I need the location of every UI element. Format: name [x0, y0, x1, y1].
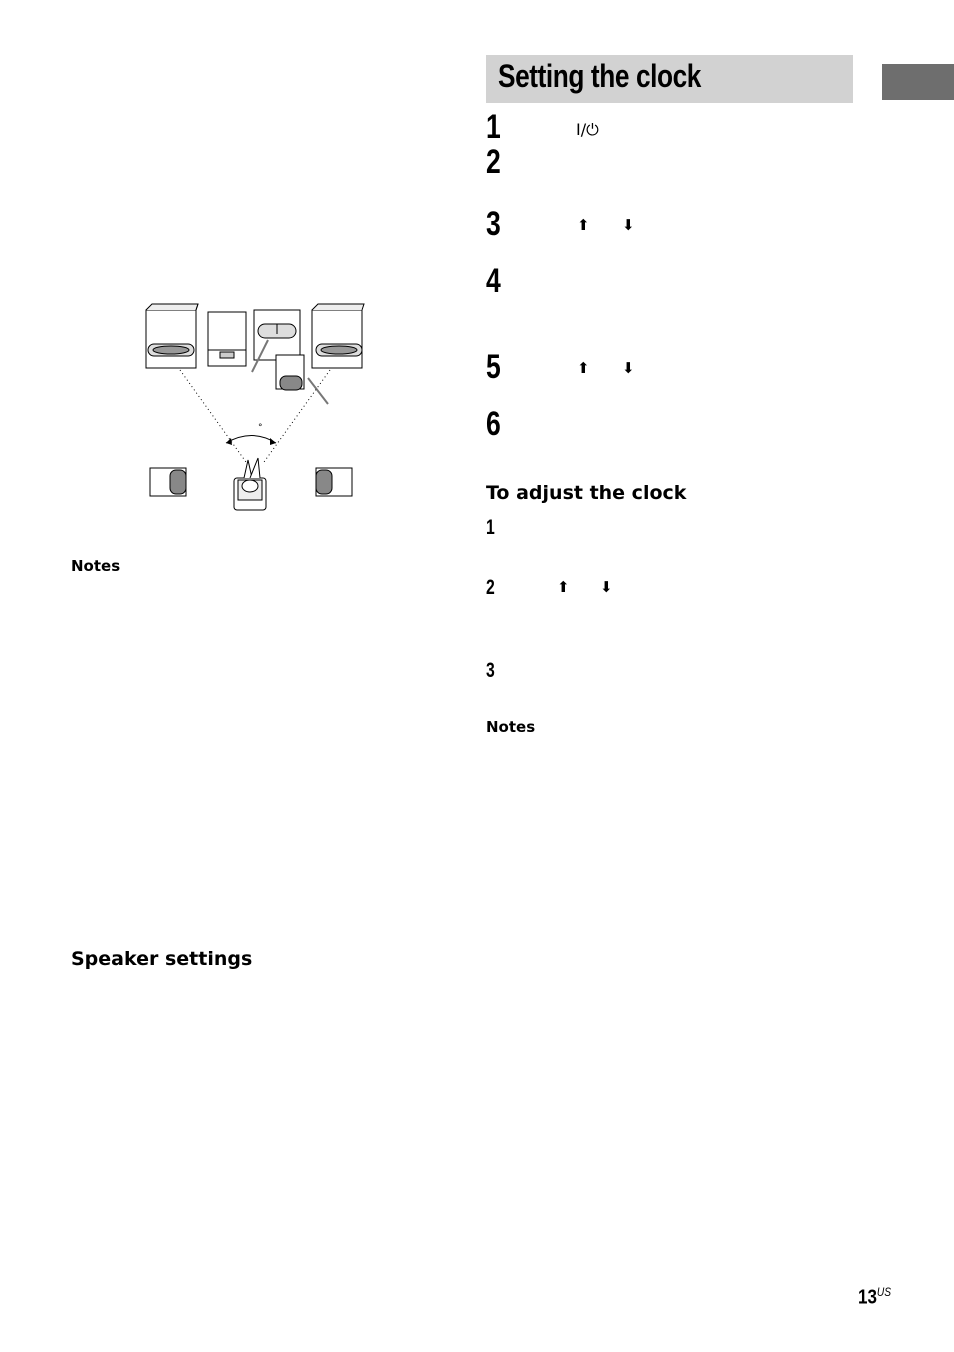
down-arrow-icon: ⬇ [622, 216, 635, 234]
step-number-5: 5 [486, 348, 501, 386]
down-arrow-icon: ⬇ [622, 359, 635, 377]
notes-right: Notes [486, 718, 536, 736]
front-left-speaker-icon [146, 304, 198, 368]
down-arrow-icon: ⬇ [600, 578, 613, 596]
notes-left: Notes [71, 557, 121, 575]
up-arrow-icon: ⬆ [577, 216, 590, 234]
listener-icon [234, 458, 266, 510]
up-arrow-icon: ⬆ [577, 359, 590, 377]
front-right-speaker-icon [312, 304, 364, 368]
angle-degree-symbol: ° [258, 423, 263, 433]
power-icon: I/⏻ [576, 120, 599, 139]
page-number-value: 13 [858, 1286, 877, 1309]
page-number [858, 1285, 891, 1310]
step-number-2: 2 [486, 143, 501, 181]
adjust-step-2: 2 [486, 576, 495, 599]
subwoofer-icon [208, 312, 246, 366]
surround-left-speaker-icon [150, 468, 186, 496]
step-number-4: 4 [486, 262, 501, 300]
step-number-6: 6 [486, 405, 501, 443]
speaker-settings-heading: Speaker settings [71, 948, 253, 970]
page-number-suffix: US [876, 1285, 892, 1299]
up-arrow-icon: ⬆ [557, 578, 570, 596]
adjust-step-3: 3 [486, 659, 495, 682]
adjust-step-1: 1 [486, 516, 495, 539]
surround-right-speaker-icon [316, 468, 352, 496]
center-speaker-icon [254, 310, 304, 390]
step-number-1: 1 [486, 108, 501, 146]
step-number-3: 3 [486, 205, 501, 243]
section-tab [882, 64, 954, 100]
adjust-heading: To adjust the clock [486, 482, 687, 504]
page-title: Setting the clock [498, 58, 701, 94]
speaker-placement-diagram [140, 300, 370, 520]
